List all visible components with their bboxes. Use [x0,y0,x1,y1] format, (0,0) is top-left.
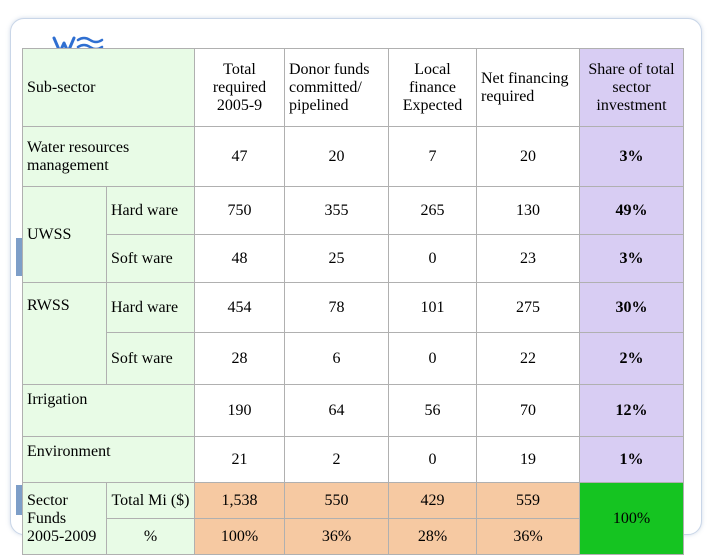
cell-local: 265 [389,187,477,235]
cell-donor: 355 [285,187,389,235]
footer-percent-value: 36% [285,519,389,555]
cell-total: 750 [195,187,285,235]
cell-share: 2% [580,333,684,385]
header-donor-funds: Donor funds committed/ pipelined [285,49,389,127]
cell-local: 0 [389,437,477,483]
cell-donor: 20 [285,127,389,187]
cell-share: 49% [580,187,684,235]
footer-percent-value: 100% [195,519,285,555]
cell-net: 130 [477,187,580,235]
footer-total-label: Total Mi ($) [107,483,195,519]
cell-net: 19 [477,437,580,483]
cell-total: 28 [195,333,285,385]
cell-net: 22 [477,333,580,385]
table-row [23,333,684,385]
table-row [23,127,684,187]
cell-donor: 6 [285,333,389,385]
table-row [23,437,684,483]
footer-percent-value: 36% [477,519,580,555]
header-subsector: Sub-sector [23,49,195,127]
row-label: Water resources management [23,127,195,187]
investment-table [22,48,684,555]
cell-local: 56 [389,385,477,437]
row-label: Soft ware [107,235,195,283]
footer-percent-value: 28% [389,519,477,555]
footer-share-total: 100% [580,483,684,555]
table-header-row [23,49,684,127]
cell-donor: 25 [285,235,389,283]
group-label-uwss: UWSS [23,187,107,283]
cell-donor: 64 [285,385,389,437]
cell-net: 70 [477,385,580,437]
table-row [23,385,684,437]
footer-total-value: 1,538 [195,483,285,519]
table-row [23,187,684,235]
footer-total-value: 559 [477,483,580,519]
group-label-rwss: RWSS [23,283,107,385]
cell-local: 0 [389,333,477,385]
cell-share: 3% [580,235,684,283]
cell-total: 47 [195,127,285,187]
row-label: Irrigation [23,385,195,437]
footer-total-value: 550 [285,483,389,519]
row-label: Soft ware [107,333,195,385]
cell-total: 21 [195,437,285,483]
cell-share: 30% [580,283,684,333]
footer-total-value: 429 [389,483,477,519]
cell-net: 275 [477,283,580,333]
cell-donor: 78 [285,283,389,333]
footer-sector-funds: Sector Funds 2005-2009 [23,483,107,555]
cell-total: 48 [195,235,285,283]
table-row [23,235,684,283]
header-total-required: Total required 2005-9 [195,49,285,127]
footer-total-row [23,483,684,519]
cell-share: 3% [580,127,684,187]
header-share: Share of total sector investment [580,49,684,127]
row-label: Hard ware [107,187,195,235]
row-label: Environment [23,437,195,483]
cell-total: 454 [195,283,285,333]
footer-pct-label: % [107,519,195,555]
cell-share: 1% [580,437,684,483]
cell-local: 7 [389,127,477,187]
table-row [23,283,684,333]
row-label: Hard ware [107,283,195,333]
header-net-financing: Net financing required [477,49,580,127]
cell-total: 190 [195,385,285,437]
cell-net: 20 [477,127,580,187]
header-local-finance: Local finance Expected [389,49,477,127]
cell-donor: 2 [285,437,389,483]
cell-share: 12% [580,385,684,437]
cell-net: 23 [477,235,580,283]
cell-local: 101 [389,283,477,333]
cell-local: 0 [389,235,477,283]
